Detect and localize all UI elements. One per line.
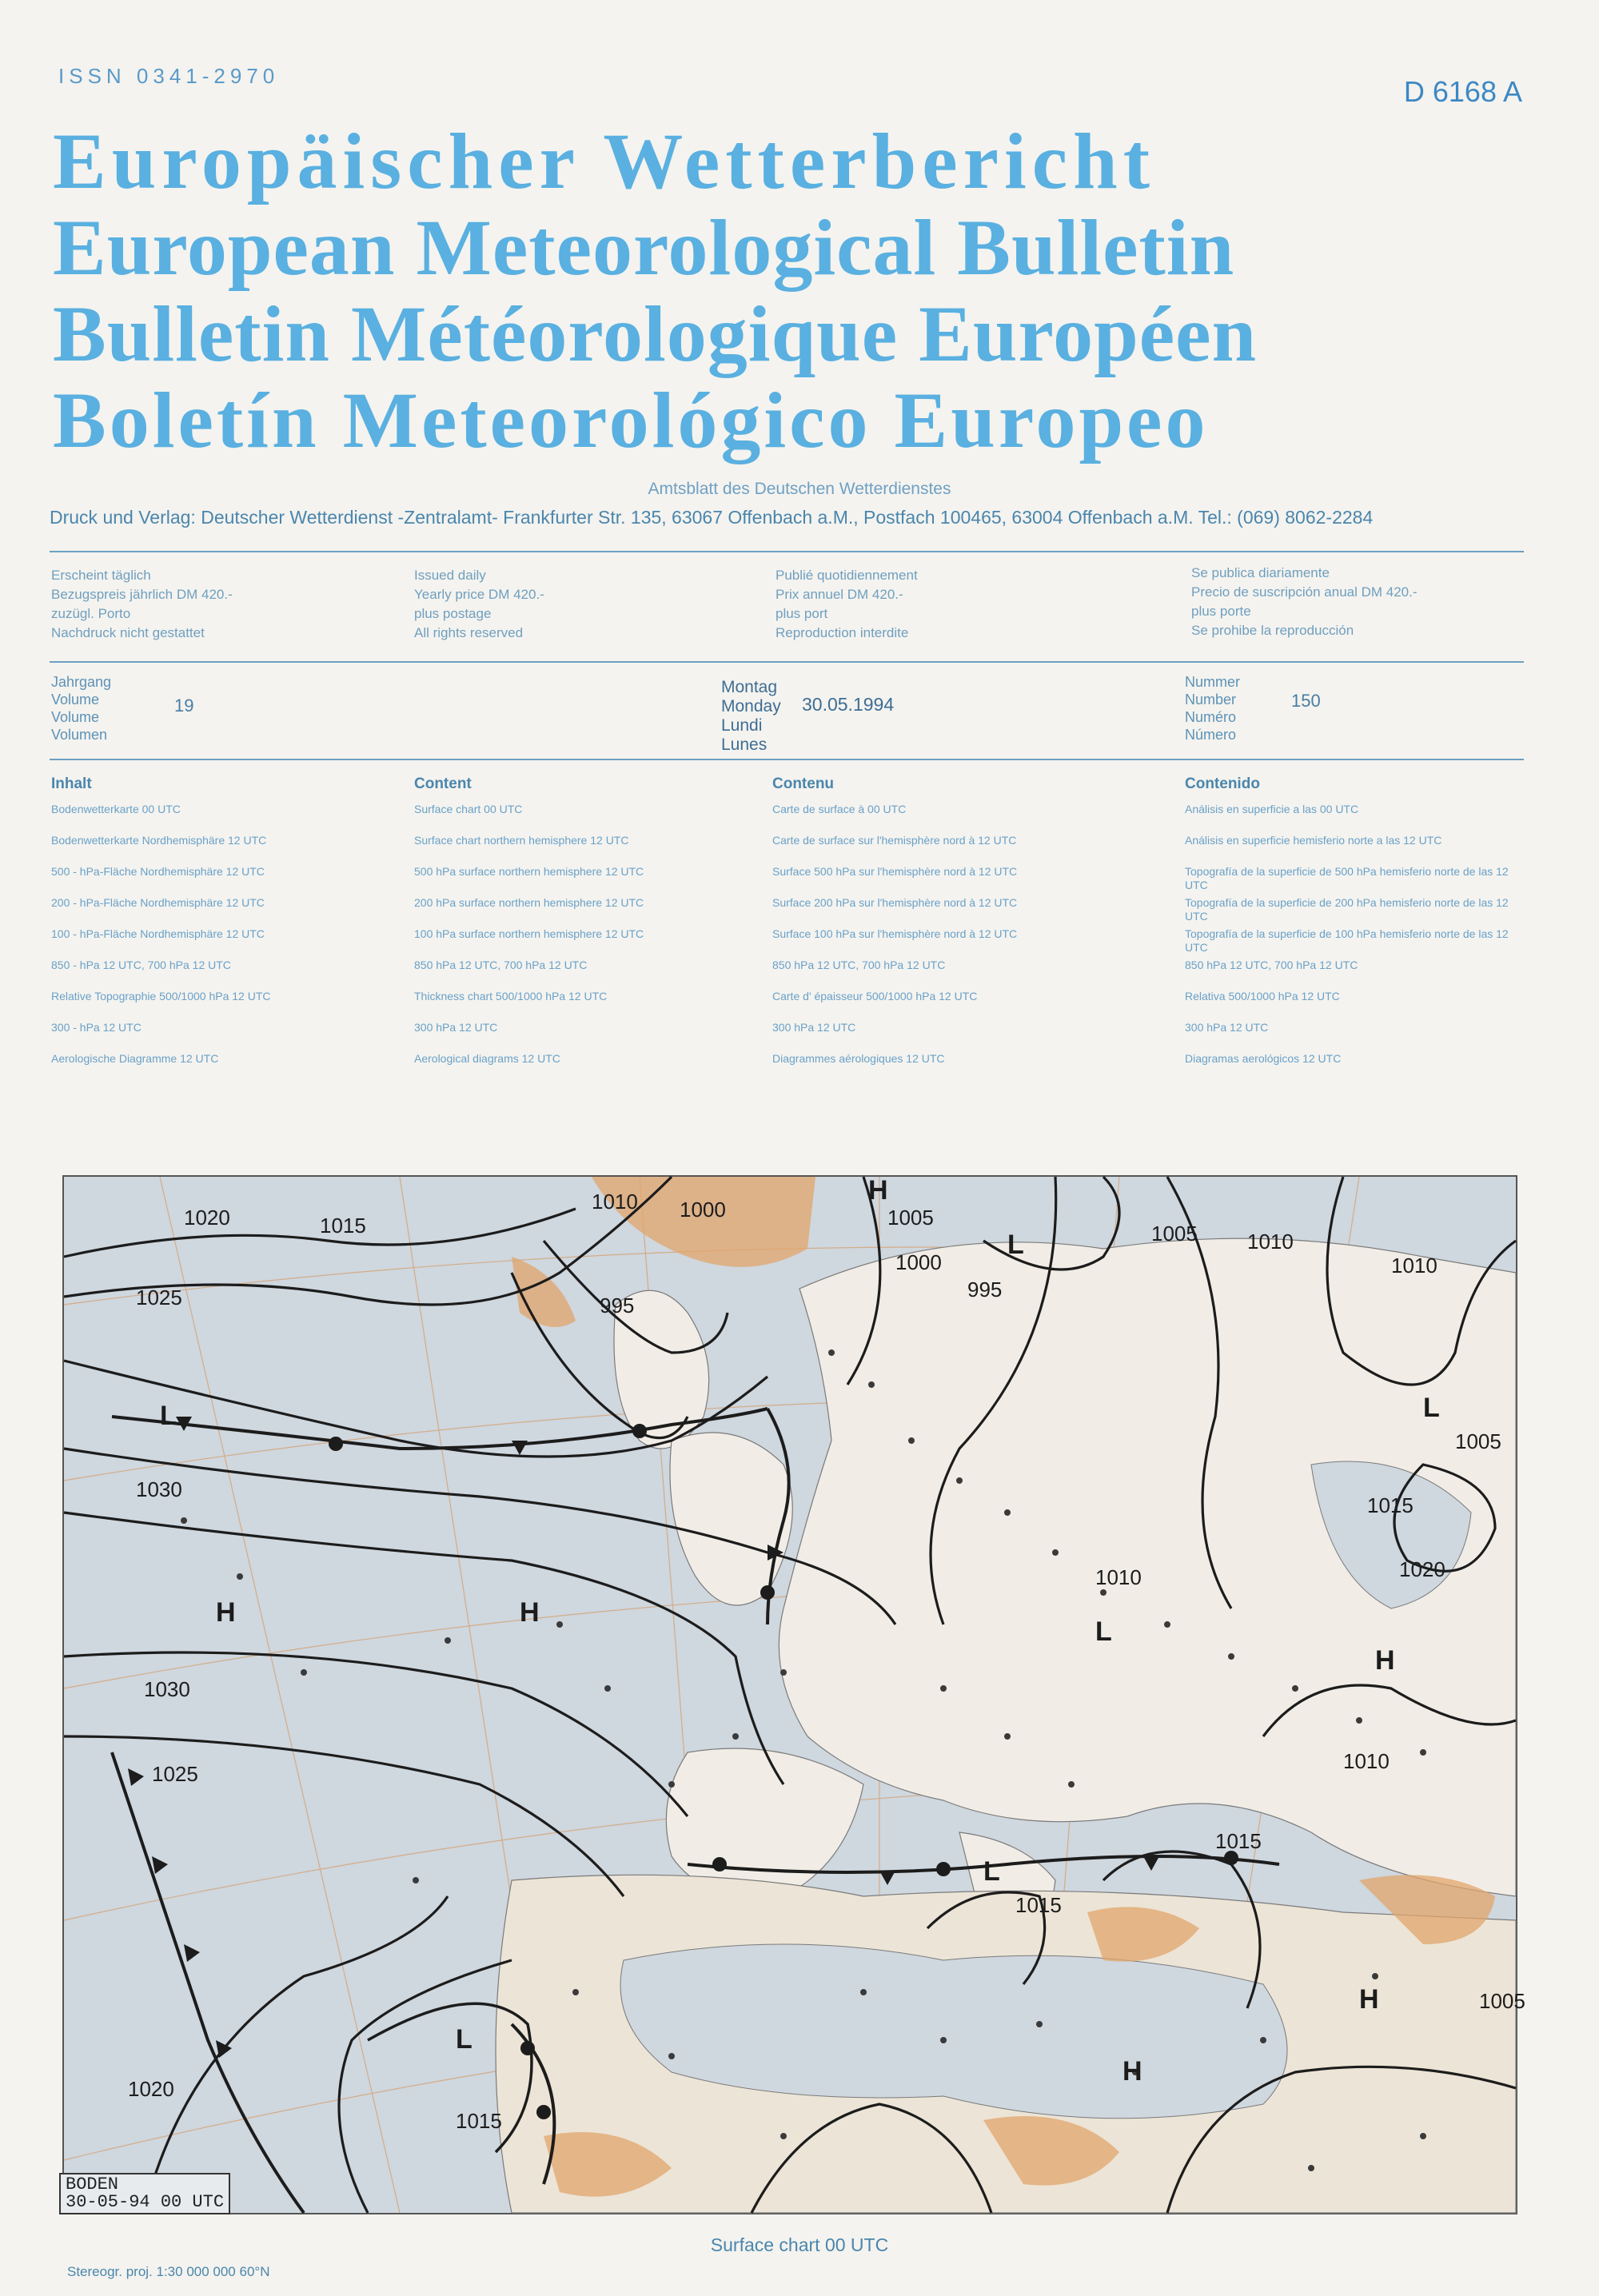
- contents-item: 100 hPa surface northern hemisphere 12 UTC: [414, 927, 644, 940]
- isobar-label: 1015: [456, 2109, 502, 2133]
- high-center: H: [1359, 1984, 1379, 2015]
- isobar-label: 1010: [592, 1190, 638, 1214]
- weekday-label: Lundi: [721, 716, 763, 735]
- title-english: European Meteorological Bulletin: [53, 203, 1235, 292]
- contents-german: [51, 775, 371, 1083]
- map-stamp-title: BODEN: [66, 2174, 119, 2194]
- contents-item: Surface chart 00 UTC: [414, 803, 523, 815]
- number-label: Number: [1185, 692, 1237, 708]
- publication-code: D 6168 A: [1403, 75, 1522, 108]
- volume-label: Volume: [51, 709, 100, 725]
- publisher-line: Druck und Verlag: Deutscher Wetterdienst -Zentralamt- Frankfurter Str. 135, 63067 Offenbach a.M., Postfach 100465, 63004 Offenbach a.M. Tel.: (069) 8062-2284: [50, 507, 1374, 528]
- isobar-label: 995: [600, 1293, 635, 1317]
- terms-line: Issued daily: [414, 568, 486, 583]
- terms-line: Prix annuel DM 420.-: [776, 587, 903, 602]
- low-center: L: [1007, 1230, 1024, 1260]
- isobar-label: 1005: [1151, 1222, 1198, 1246]
- high-center: H: [1375, 1645, 1395, 1676]
- surface-weather-map: [62, 1175, 1525, 2214]
- contents-heading: Inhalt: [51, 775, 92, 792]
- weekday-labels: [721, 678, 781, 755]
- title-spanish: Boletín Meteorológico Europeo: [53, 376, 1209, 464]
- high-center: H: [520, 1597, 540, 1628]
- contents-french: [772, 775, 1140, 1083]
- isobar-label: 1005: [887, 1206, 934, 1230]
- volume-label: Volume: [51, 692, 100, 708]
- contents-item: Surface 500 hPa sur l'hemisphère nord à 12 UTC: [772, 865, 1018, 878]
- isobar-label: 1010: [1247, 1230, 1294, 1254]
- terms-line: plus porte: [1191, 604, 1251, 619]
- isobar-label: 1025: [136, 1286, 182, 1309]
- low-center: L: [983, 1856, 1000, 1887]
- map-projection: Stereogr. proj. 1:30 000 000 60°N: [67, 2264, 270, 2279]
- contents-heading: Content: [414, 775, 472, 792]
- high-center: H: [868, 1175, 888, 1206]
- high-center: H: [1122, 2056, 1142, 2087]
- terms-line: Yearly price DM 420.-: [414, 587, 544, 602]
- isobar-label: 1030: [144, 1677, 190, 1701]
- contents-item: Diagramas aerológicos 12 UTC: [1185, 1052, 1342, 1065]
- contents-item: 850 hPa 12 UTC, 700 hPa 12 UTC: [1185, 959, 1358, 971]
- contents-item: 200 - hPa-Fläche Nordhemisphäre 12 UTC: [51, 896, 265, 909]
- contents-item: Relativa 500/1000 hPa 12 UTC: [1185, 990, 1340, 1003]
- low-center: L: [456, 2024, 473, 2055]
- number-label: Número: [1185, 727, 1237, 743]
- isobar-label: 995: [967, 1278, 1003, 1301]
- amtsblatt: Amtsblatt des Deutschen Wetterdienstes: [648, 480, 951, 498]
- terms-line: Reproduction interdite: [776, 625, 909, 640]
- issn: ISSN 0341-2970: [58, 64, 280, 88]
- low-center: L: [1095, 1616, 1112, 1647]
- terms-spanish: [1191, 564, 1418, 640]
- contents-heading: Contenido: [1185, 775, 1260, 792]
- contents-item: Bodenwetterkarte 00 UTC: [51, 803, 181, 815]
- contents-item: 850 hPa 12 UTC, 700 hPa 12 UTC: [414, 959, 588, 971]
- isobar-label: 1015: [320, 1214, 366, 1238]
- contents-item: Topografía de la superficie de 100 hPa hemisferio norte de las 12 UTC: [1185, 927, 1509, 954]
- volume-labels: [51, 673, 111, 743]
- contents-item: Carte de surface à 00 UTC: [772, 803, 907, 815]
- weekday-label: Montag: [721, 678, 778, 696]
- isobar-label: 1010: [1391, 1254, 1438, 1278]
- weekday-label: Lunes: [721, 735, 768, 754]
- isobar-label: 1000: [895, 1250, 942, 1274]
- volume-label: Jahrgang: [51, 674, 112, 690]
- isobar-label: 1020: [1399, 1557, 1445, 1581]
- terms-line: Se publica diariamente: [1191, 565, 1330, 580]
- map-stamp-datetime: 30-05-94 00 UTC: [66, 2192, 225, 2212]
- divider: [50, 759, 1524, 760]
- number-label: Numéro: [1185, 709, 1237, 725]
- volume-value: 19: [174, 696, 194, 716]
- isobar-label: 1015: [1215, 1829, 1262, 1853]
- contents-item: 850 hPa 12 UTC, 700 hPa 12 UTC: [772, 959, 946, 971]
- terms-line: Precio de suscripción anual DM 420.-: [1191, 584, 1418, 600]
- terms-english: [414, 566, 544, 643]
- contents-item: Carte d' épaisseur 500/1000 hPa 12 UTC: [772, 990, 978, 1003]
- terms-line: Nachdruck nicht gestattet: [51, 625, 205, 640]
- contents-item: 300 - hPa 12 UTC: [51, 1021, 142, 1034]
- map-stamp: [59, 2173, 230, 2214]
- contents-item: Topografía de la superficie de 200 hPa hemisferio norte de las 12 UTC: [1185, 896, 1509, 923]
- terms-line: Publié quotidiennement: [776, 568, 918, 583]
- isobar-label: 1030: [136, 1477, 182, 1501]
- isobar-label: 1000: [680, 1198, 726, 1222]
- title-french: Bulletin Météorologique Européen: [53, 289, 1258, 378]
- isobar-label: 1010: [1343, 1749, 1390, 1773]
- terms-german: [51, 566, 233, 643]
- contents-item: Aerological diagrams 12 UTC: [414, 1052, 560, 1065]
- contents-item: 850 - hPa 12 UTC, 700 hPa 12 UTC: [51, 959, 231, 971]
- isobar-label: 1010: [1095, 1565, 1142, 1589]
- contents-item: 500 hPa surface northern hemisphere 12 UTC: [414, 865, 644, 878]
- masthead-titles: [53, 118, 1540, 464]
- contents-item: Thickness chart 500/1000 hPa 12 UTC: [414, 990, 608, 1003]
- contents-item: 300 hPa 12 UTC: [772, 1021, 856, 1034]
- contents-item: 100 - hPa-Fläche Nordhemisphäre 12 UTC: [51, 927, 265, 940]
- contents-item: 300 hPa 12 UTC: [1185, 1021, 1269, 1034]
- isobar-label: 1020: [128, 2077, 174, 2101]
- terms-line: All rights reserved: [414, 625, 524, 640]
- isobar-label: 1025: [152, 1762, 198, 1786]
- contents-item: 500 - hPa-Fläche Nordhemisphäre 12 UTC: [51, 865, 265, 878]
- volume-label: Volumen: [51, 727, 108, 743]
- contents-item: Surface 100 hPa sur l'hemisphère nord à 12 UTC: [772, 927, 1018, 940]
- isobar-label: 1015: [1015, 1893, 1062, 1917]
- map-caption: Surface chart 00 UTC: [710, 2234, 889, 2255]
- contents-item: Carte de surface sur l'hemisphère nord à 12 UTC: [772, 834, 1017, 847]
- contents-english: [414, 775, 750, 1083]
- contents-item: Topografía de la superficie de 500 hPa hemisferio norte de las 12 UTC: [1185, 865, 1509, 891]
- issue-date: 30.05.1994: [802, 694, 895, 715]
- contents-item: Análisis en superficie hemisferio norte a las 12 UTC: [1185, 834, 1442, 847]
- terms-french: [776, 566, 918, 643]
- terms-line: Se prohibe la reproducción: [1191, 623, 1354, 638]
- high-center: H: [216, 1597, 236, 1628]
- contents-item: Diagrammes aérologiques 12 UTC: [772, 1052, 945, 1065]
- weekday-label: Monday: [721, 697, 781, 716]
- issue-number: 150: [1291, 691, 1321, 711]
- isobar-label: 1015: [1367, 1493, 1414, 1517]
- terms-line: plus postage: [414, 606, 492, 621]
- title-german: Europäischer Wetterbericht: [53, 117, 1156, 205]
- isobar-label: 1005: [1455, 1429, 1501, 1453]
- isobar-label: 1020: [184, 1206, 230, 1230]
- contents-spanish: [1185, 775, 1529, 1083]
- terms-line: Bezugspreis jährlich DM 420.-: [51, 587, 233, 602]
- contents-item: Surface 200 hPa sur l'hemisphère nord à 12 UTC: [772, 896, 1018, 909]
- number-labels: [1185, 673, 1240, 743]
- divider: [50, 551, 1524, 552]
- divider: [50, 661, 1524, 663]
- contents-item: Aerologische Diagramme 12 UTC: [51, 1052, 219, 1065]
- contents-item: Análisis en superficie a las 00 UTC: [1185, 803, 1359, 815]
- contents-item: Bodenwetterkarte Nordhemisphäre 12 UTC: [51, 834, 267, 847]
- low-center: L: [1423, 1393, 1440, 1423]
- terms-line: plus port: [776, 606, 828, 621]
- low-center: L: [160, 1401, 177, 1431]
- number-label: Nummer: [1185, 674, 1241, 690]
- terms-line: Erscheint täglich: [51, 568, 151, 583]
- contents-item: 300 hPa 12 UTC: [414, 1021, 498, 1034]
- contents-item: Relative Topographie 500/1000 hPa 12 UTC: [51, 990, 271, 1003]
- contents-item: Surface chart northern hemisphere 12 UTC: [414, 834, 629, 847]
- terms-line: zuzügl. Porto: [51, 606, 131, 621]
- isobar-label: 1005: [1479, 1989, 1525, 2013]
- contents-heading: Contenu: [772, 775, 835, 792]
- contents-item: 200 hPa surface northern hemisphere 12 UTC: [414, 896, 644, 909]
